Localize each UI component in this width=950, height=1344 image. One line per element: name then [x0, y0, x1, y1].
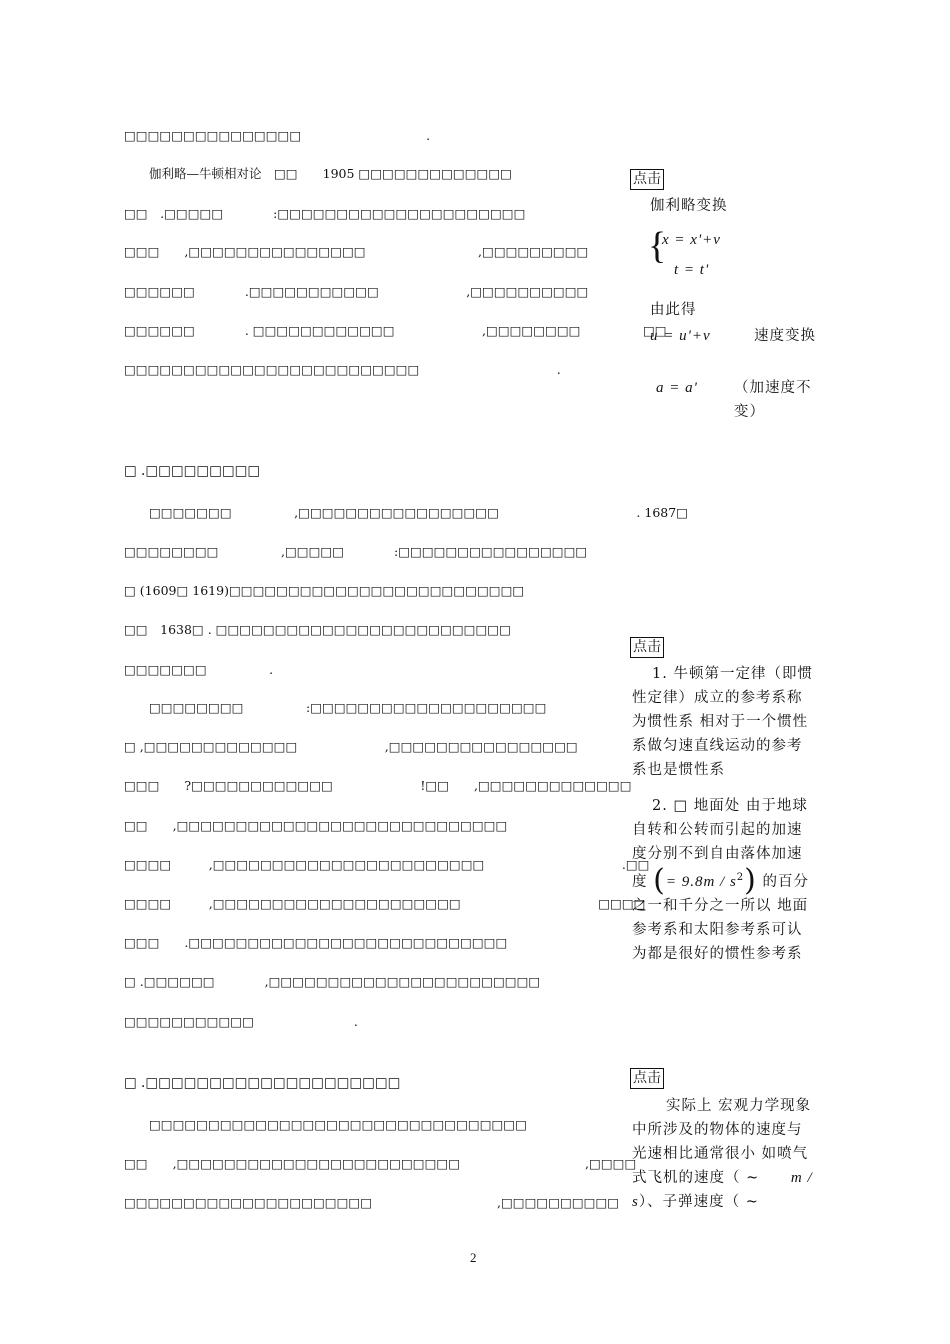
text-line: □□□ ,□□□□□□□□□□□□□□□ ,□□□□□□□□□: [124, 244, 589, 259]
section-heading: □ .□□□□□□□□□□□□□□□□□□□□: [124, 1075, 401, 1091]
text-line: □□□ ?□□□□□□□□□□□□ !□□ ,□□□□□□□□□□□□□: [124, 778, 632, 793]
section-heading: □ .□□□□□□□□□: [124, 463, 261, 479]
text-line: □□□□□□□□□□□□□□□ .: [124, 128, 431, 143]
note-badge: 点击: [630, 1068, 664, 1089]
text-line: □ (1609□ 1619)□□□□□□□□□□□□□□□□□□□□□□□□□: [124, 583, 525, 598]
formula-u: u = u'+v: [650, 328, 711, 344]
note-paragraph: 1. 牛顿第一定律（即惯性定律）成立的参考系称为惯性系 相对于一个惯性系做匀速直线运动的参考系也是惯性系: [632, 666, 813, 778]
note-text: 由此得: [650, 302, 697, 318]
note-title: 伽利略变换: [650, 198, 728, 214]
text-line: □ ,□□□□□□□□□□□□□ ,□□□□□□□□□□□□□□□□: [124, 739, 578, 754]
formula-t: t = t': [674, 262, 710, 278]
text-line: □□□□□□□□□□□□□□□□□□□□□□□□□ .: [124, 362, 561, 377]
text-line: □□□□□□□□□□□□□□□□□□□□□ ,□□□□□□□□□□: [124, 1195, 620, 1210]
text-line: □□ 1638□ . □□□□□□□□□□□□□□□□□□□□□□□□□: [124, 622, 511, 637]
text-line: □□□□□□□ .: [124, 662, 274, 677]
text-line: □□□□□□□□□□□□□□□□□□□□□□□□□□□□□□□□: [124, 1117, 527, 1132]
note-badge: 点击: [630, 637, 664, 658]
text-line: □□□ .□□□□□□□□□□□□□□□□□□□□□□□□□□□: [124, 935, 508, 950]
note-text: （加速度不变）: [734, 380, 812, 420]
note-paragraph: 实际上 宏观力学现象中所涉及的物体的速度与光速相比通常很小 如喷气式飞机的速度（ ~ m / s）、子弹速度（ ~: [632, 1098, 813, 1210]
paren-right-icon: ): [744, 862, 757, 898]
text-line: □□□□□□□□ :□□□□□□□□□□□□□□□□□□□□: [124, 700, 547, 715]
text-line: □□□□□□□□ ,□□□□□ :□□□□□□□□□□□□□□□□: [124, 544, 588, 559]
text-line: 伽利略—牛顿相对论 □□ 1905 □□□□□□□□□□□□□: [124, 166, 512, 181]
text-line: □□□□ ,□□□□□□□□□□□□□□□□□□□□□ □□□□: [124, 896, 646, 911]
text-line: □□□□□□□□□□□ .: [124, 1014, 358, 1029]
text-line: □□□□□□□ ,□□□□□□□□□□□□□□□□□ . 1687□: [124, 505, 688, 520]
page-number: 2: [470, 1250, 477, 1265]
text-line: □□□□ ,□□□□□□□□□□□□□□□□□□□□□□□ .□□: [124, 857, 650, 872]
text-line: □□ ,□□□□□□□□□□□□□□□□□□□□□□□□ ,□□□□: [124, 1156, 637, 1171]
formula-a: a = a': [656, 380, 698, 396]
text-line: □□□□□□ . □□□□□□□□□□□□ ,□□□□□□□□ □□: [124, 323, 667, 338]
paren-left-icon: (: [653, 862, 666, 898]
formula-x: x = x'+v: [662, 232, 721, 248]
text-line: □ .□□□□□□ ,□□□□□□□□□□□□□□□□□□□□□□□: [124, 974, 541, 989]
text-line: □□ .□□□□□ :□□□□□□□□□□□□□□□□□□□□□: [124, 206, 526, 221]
text-line: □□ ,□□□□□□□□□□□□□□□□□□□□□□□□□□□□: [124, 818, 508, 833]
note-paragraph: 2. □ 地面处 由于地球自转和公转而引起的加速度分别不到自由落体加速度 (= $9.8m / s^2$) 的百分之一和千分之一所以 地面参考系和太阳参考系可认为都是很好的惯性参考系: [632, 798, 809, 962]
text-line: □□□□□□ .□□□□□□□□□□□ ,□□□□□□□□□□: [124, 284, 589, 299]
note-badge: 点击: [630, 169, 664, 190]
brace-icon: {: [648, 225, 667, 267]
note-text: 速度变换: [754, 328, 816, 344]
